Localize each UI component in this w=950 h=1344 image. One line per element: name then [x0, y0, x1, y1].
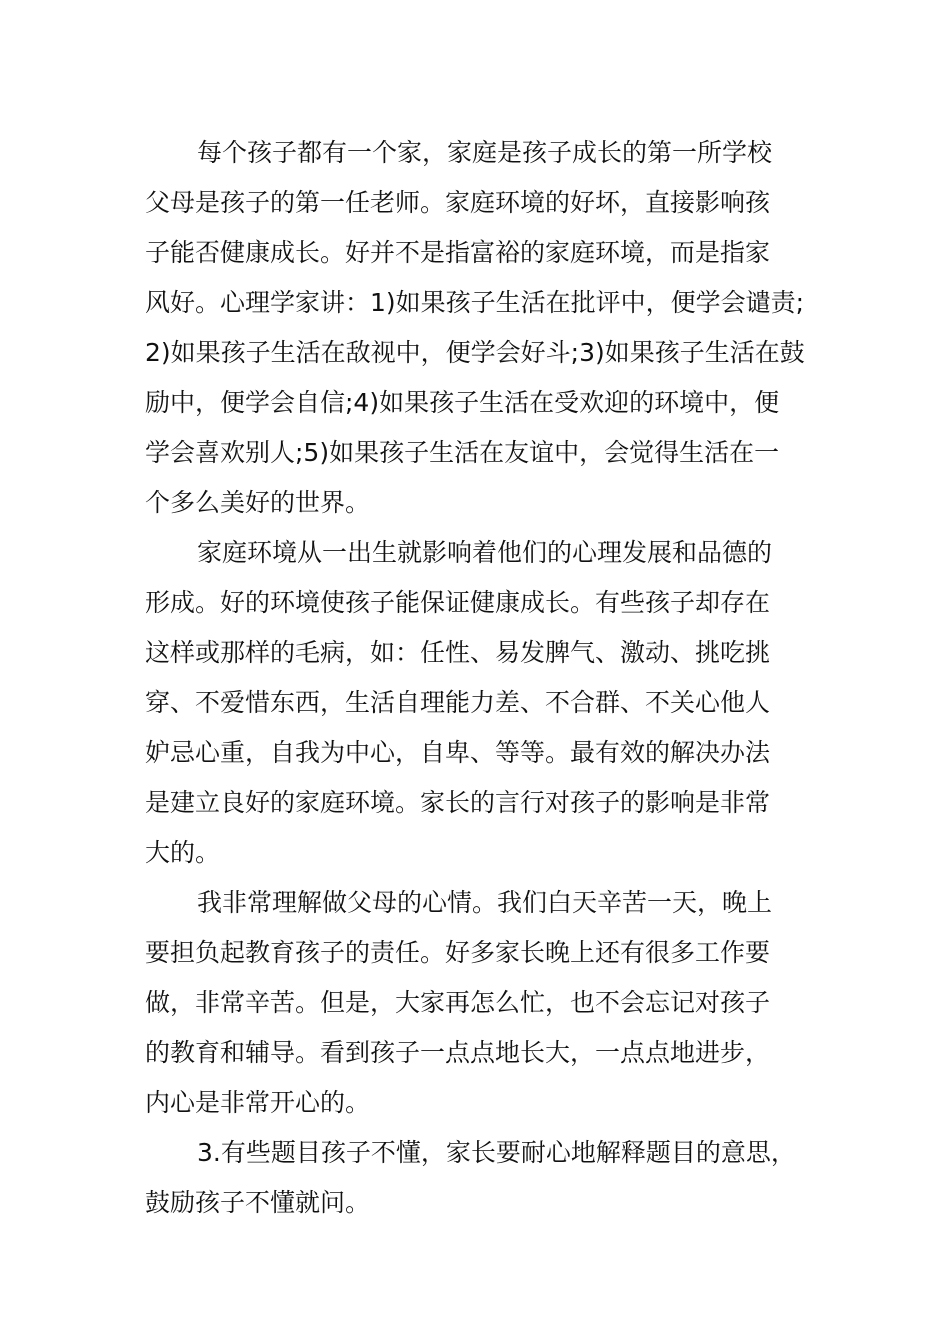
paragraph-patience [145, 1128, 810, 1228]
paragraph-line: 形成。好的环境使孩子能保证健康成长。有些孩子却存在 [145, 588, 771, 617]
paragraph-line: 是建立良好的家庭环境。家长的言行对孩子的影响是非常 [145, 788, 771, 817]
paragraph-line: 的教育和辅导。看到孩子一点点地长大，一点点地进步， [145, 1038, 771, 1067]
paragraph-line: 我非常理解做父母的心情。我们白天辛苦一天，晚上 [197, 888, 773, 917]
paragraph-family-home [145, 128, 810, 528]
paragraph-line: 每个孩子都有一个家，家庭是孩子成长的第一所学校 [197, 138, 773, 167]
paragraph-line: 学会喜欢别人;5)如果孩子生活在友谊中，会觉得生活在一 [145, 438, 780, 467]
paragraph-line: 穿、不爱惜东西，生活自理能力差、不合群、不关心他人 [145, 688, 771, 717]
paragraph-line: 风好。心理学家讲：1)如果孩子生活在批评中，便学会谴责; [145, 288, 805, 317]
document-body [145, 128, 810, 1228]
paragraph-line: 3.有些题目孩子不懂，家长要耐心地解释题目的意思， [197, 1138, 796, 1167]
paragraph-line: 父母是孩子的第一任老师。家庭环境的好坏，直接影响孩 [145, 188, 771, 217]
paragraph-line: 励中，便学会自信;4)如果孩子生活在受欢迎的环境中，便 [145, 388, 780, 417]
paragraph-line: 这样或那样的毛病，如：任性、易发脾气、激动、挑吃挑 [145, 638, 771, 667]
paragraph-line: 2)如果孩子生活在敌视中，便学会好斗;3)如果孩子生活在鼓 [145, 338, 805, 367]
paragraph-line: 做，非常辛苦。但是，大家再怎么忙，也不会忘记对孩子 [145, 988, 771, 1017]
paragraph-environment [145, 528, 810, 878]
paragraph-parents [145, 878, 810, 1128]
paragraph-line: 子能否健康成长。好并不是指富裕的家庭环境，而是指家 [145, 238, 771, 267]
paragraph-line: 家庭环境从一出生就影响着他们的心理发展和品德的 [197, 538, 773, 567]
paragraph-line: 个多么美好的世界。 [145, 488, 371, 517]
paragraph-line: 要担负起教育孩子的责任。好多家长晚上还有很多工作要 [145, 938, 771, 967]
paragraph-line: 妒忌心重，自我为中心，自卑、等等。最有效的解决办法 [145, 738, 771, 767]
paragraph-line: 大的。 [145, 838, 221, 867]
paragraph-line: 内心是非常开心的。 [145, 1088, 371, 1117]
paragraph-line: 鼓励孩子不懂就问。 [145, 1188, 371, 1217]
